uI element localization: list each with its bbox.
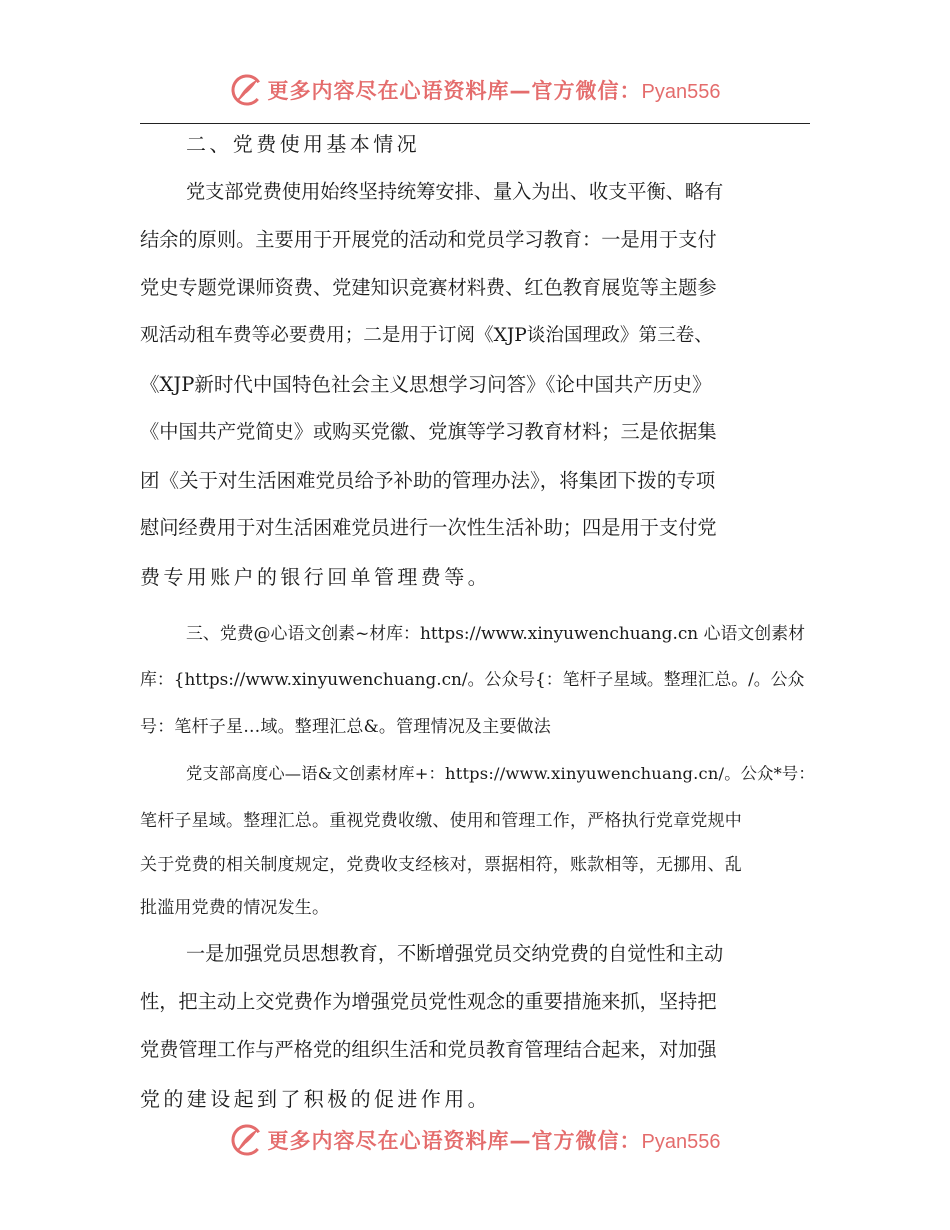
header-wechat-id: Pyan556 xyxy=(641,81,721,103)
paragraph-line: 党支部高度心—语&文创素材库+：https://www.xinyuwenchuang.cn/。公众*号： xyxy=(186,764,815,783)
feather-pen-logo-icon xyxy=(230,1123,264,1157)
paragraph-line: 笔杆子星域。整理汇总。重视党费收缴、使用和管理工作，严格执行党章党规中 xyxy=(140,811,742,831)
paragraph-line: 库：{https://www.xinyuwenchuang.cn/。公众号{：笔杆子星域。整理汇总。/。公众 xyxy=(140,669,805,689)
paragraph-line: 费专用账户的银行回单管理费等。 xyxy=(140,565,491,589)
section-heading-mixed: 三、党费@心语文创素~材库：https://www.xinyuwenchuang.cn 心语文创素材 xyxy=(186,623,806,643)
paragraph-line: 结余的原则。主要用于开展党的活动和党员学习教育：一是用于支付 xyxy=(140,228,717,251)
paragraph-line: 一是加强党员思想教育，不断增强党员交纳党费的自觉性和主动 xyxy=(186,942,724,965)
paragraph-line: 观活动租车费等必要费用；二是用于订阅《XJP谈治国理政》第三卷、 xyxy=(140,325,713,346)
header-banner-text: 更多内容尽在心语资料库—官方微信：Pyan556 xyxy=(267,79,721,103)
paragraph-line: 慰问经费用于对生活困难党员进行一次性生活补助；四是用于支付党 xyxy=(140,516,717,539)
paragraph-line: 党的建设起到了积极的促进作用。 xyxy=(140,1087,491,1111)
paragraph-line: 党支部党费使用始终坚持统筹安排、量入为出、收支平衡、略有 xyxy=(186,180,724,203)
footer-wechat-id: Pyan556 xyxy=(641,1131,721,1153)
header-divider xyxy=(140,123,810,124)
paragraph-line: 团《关于对生活困难党员给予补助的管理办法》，将集团下拨的专项 xyxy=(140,469,716,492)
paragraph-line: 《中国共产党简史》或购买党徽、党旗等学习教育材料；三是依据集 xyxy=(140,420,717,443)
paragraph-line: 号：笔杆子星…域。整理汇总&。管理情况及主要做法 xyxy=(140,717,551,737)
paragraph-line: 批滥用党费的情况发生。 xyxy=(140,898,330,918)
footer-banner xyxy=(0,1116,950,1164)
feather-pen-logo-icon xyxy=(230,73,264,107)
paragraph-line: 党费管理工作与严格党的组织生活和党员教育管理结合起来，对加强 xyxy=(140,1038,717,1061)
paragraph-line: 关于党费的相关制度规定，党费收支经核对，票据相符，账款相等，无挪用、乱 xyxy=(140,855,742,875)
section-heading: 二、党费使用基本情况 xyxy=(186,132,420,156)
footer-banner-text: 更多内容尽在心语资料库—官方微信：Pyan556 xyxy=(267,1129,721,1153)
paragraph-line: 性，把主动上交党费作为增强党员党性观念的重要措施来抓，坚持把 xyxy=(140,990,717,1013)
paragraph-line: 党史专题党课师资费、党建知识竞赛材料费、红色教育展览等主题参 xyxy=(140,276,717,299)
header-banner xyxy=(0,66,950,114)
paragraph-line: 《XJP新时代中国特色社会主义思想学习问答》《论中国共产历史》 xyxy=(140,373,712,396)
